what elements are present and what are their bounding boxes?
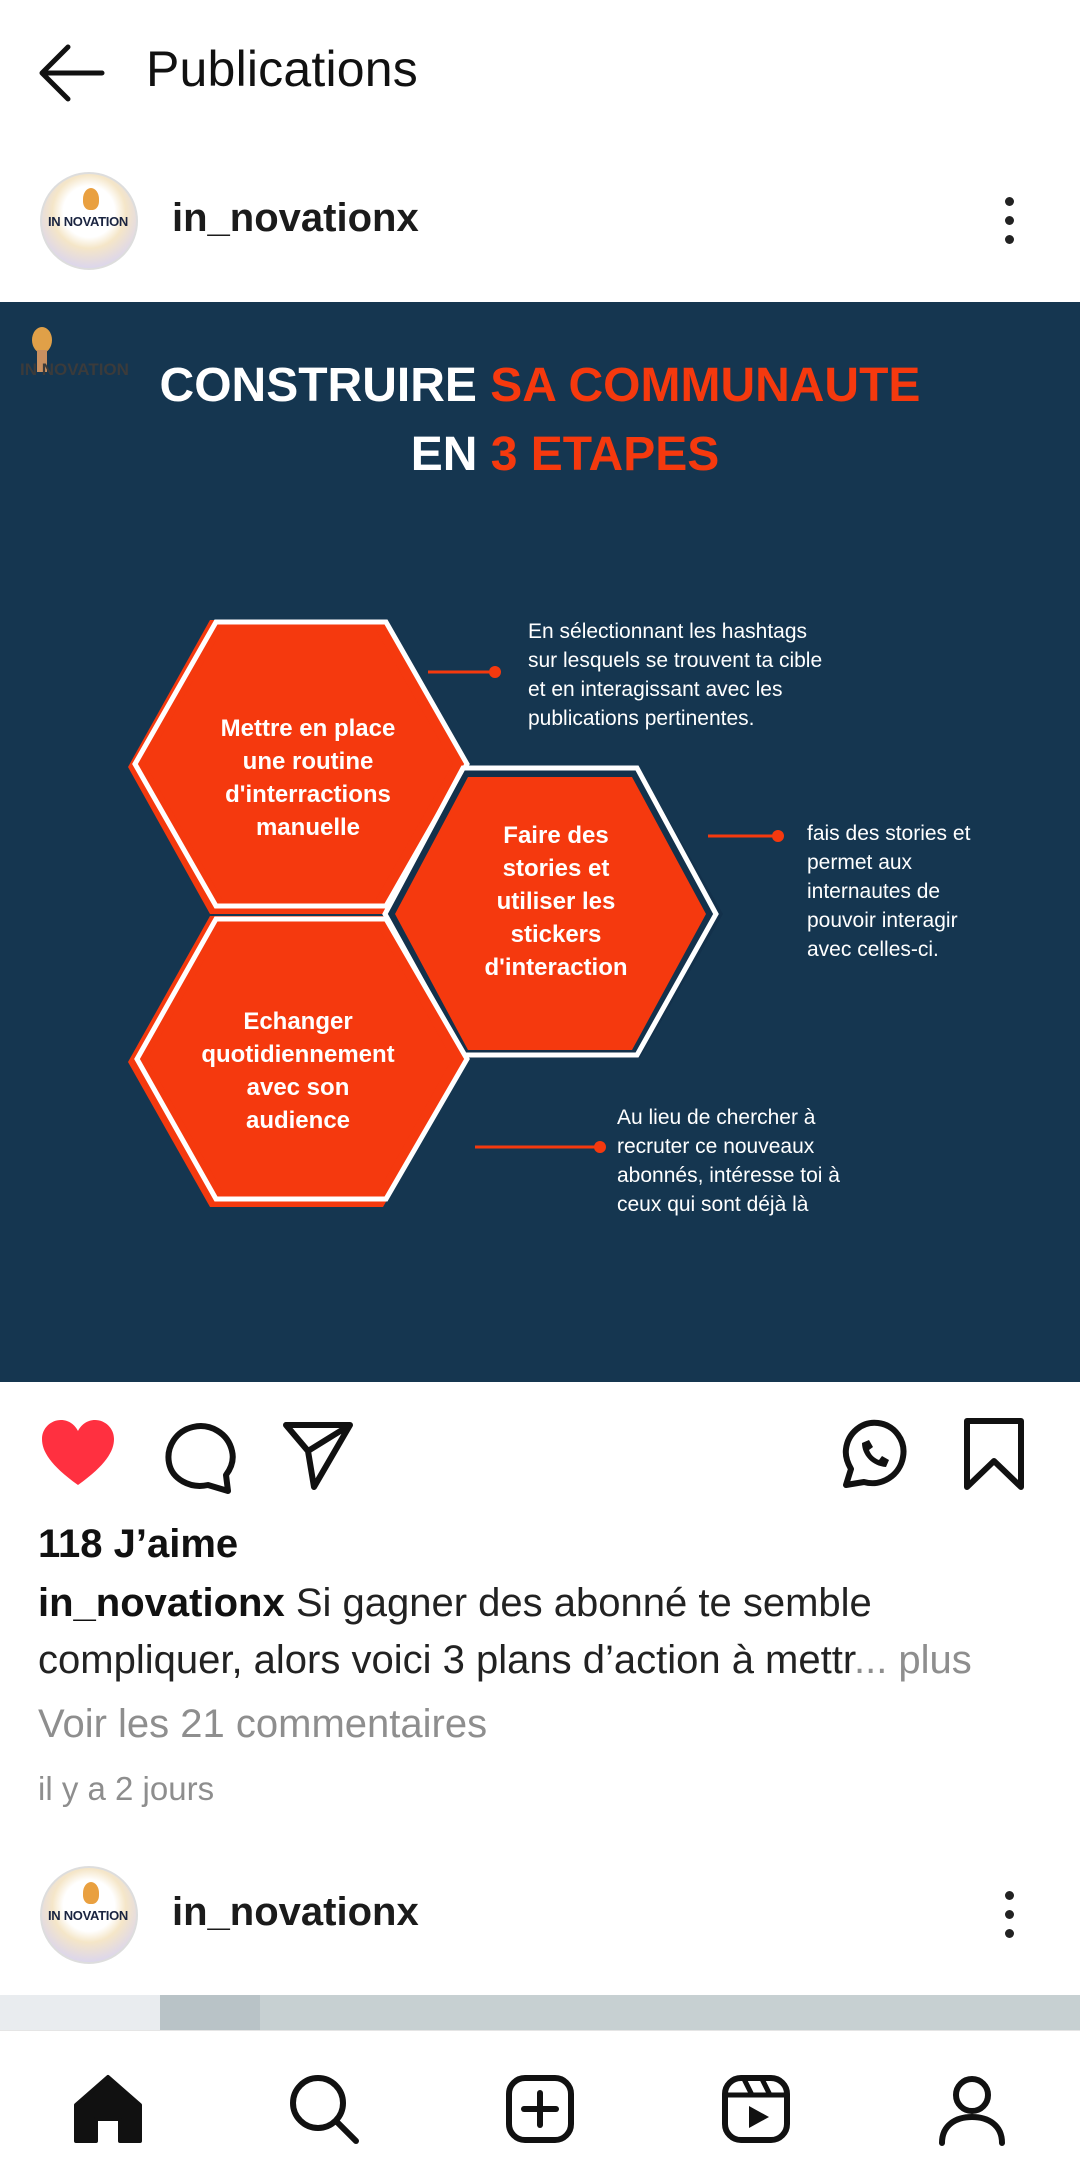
note-2-text bbox=[807, 822, 971, 961]
comment-bubble-icon[interactable] bbox=[158, 1415, 238, 1495]
post-username-2[interactable]: in_novationx bbox=[172, 1890, 419, 1934]
hex1-line: Mettre en place bbox=[220, 715, 396, 742]
caption bbox=[38, 1575, 1048, 1689]
view-comments-link[interactable]: Voir les 21 commentaires bbox=[38, 1702, 488, 1746]
note2-line: internautes de bbox=[807, 880, 941, 903]
note2-line: fais des stories et bbox=[807, 822, 971, 845]
like-heart-icon[interactable] bbox=[38, 1415, 118, 1495]
note3-line: ceux qui sont déjà là bbox=[617, 1193, 809, 1216]
bookmark-save-icon[interactable] bbox=[955, 1415, 1035, 1495]
caption-username[interactable]: in_novationx bbox=[38, 1581, 285, 1625]
note3-line: Au lieu de chercher à bbox=[617, 1106, 816, 1129]
hex1-line: d'interractions bbox=[225, 781, 391, 808]
more-options-icon[interactable] bbox=[990, 1885, 1030, 1945]
brand-logo bbox=[20, 327, 129, 379]
note1-line: publications pertinentes. bbox=[528, 707, 755, 730]
post-timestamp: il y a 2 jours bbox=[38, 1770, 215, 1807]
whatsapp-icon[interactable] bbox=[834, 1415, 914, 1495]
note-1-text bbox=[528, 620, 822, 730]
more-options-icon[interactable] bbox=[990, 191, 1030, 251]
page-title: Publications bbox=[146, 41, 419, 97]
note1-line: sur lesquels se trouvent ta cible bbox=[528, 649, 823, 672]
top-bar bbox=[0, 0, 1080, 145]
brand-mark-text: IN NOVATION bbox=[20, 360, 129, 379]
note2-line: avec celles-ci. bbox=[807, 938, 939, 961]
avatar-logo-text: IN NOVATION bbox=[48, 214, 128, 229]
reels-icon[interactable] bbox=[716, 2069, 796, 2149]
share-send-icon[interactable] bbox=[278, 1415, 358, 1495]
bottom-navigation bbox=[0, 2030, 1080, 2176]
profile-icon[interactable] bbox=[932, 2069, 1012, 2149]
headline-line1: CONSTRUIRE SA COMMUNAUTE bbox=[159, 359, 921, 412]
note2-line: permet aux bbox=[807, 851, 913, 874]
note2-line: pouvoir interagir bbox=[807, 909, 958, 932]
post-header-2 bbox=[0, 1840, 1080, 1990]
hex3-line: quotidiennement bbox=[201, 1041, 395, 1068]
bulb-logo-icon bbox=[83, 188, 99, 210]
hex2-line: d'interaction bbox=[484, 954, 628, 981]
avatar-2[interactable] bbox=[40, 1866, 138, 1964]
home-icon[interactable] bbox=[68, 2069, 148, 2149]
hex2-line: Faire des bbox=[503, 822, 609, 849]
back-arrow-icon[interactable] bbox=[36, 38, 108, 108]
bulb-logo-icon bbox=[83, 1882, 99, 1904]
hex2-line: stories et bbox=[502, 855, 610, 882]
note1-line: et en interagissant avec les bbox=[528, 678, 783, 701]
headline-line2: EN 3 ETAPES bbox=[410, 428, 720, 481]
hex2-line: stickers bbox=[510, 921, 602, 948]
avatar[interactable] bbox=[40, 172, 138, 270]
avatar-logo-text: IN NOVATION bbox=[48, 1908, 128, 1923]
hex3-line: audience bbox=[245, 1107, 351, 1134]
post-actions bbox=[0, 1415, 1080, 1495]
note1-line: En sélectionnant les hashtags bbox=[528, 620, 808, 643]
note-3-text bbox=[617, 1106, 840, 1216]
hex2-line: utiliser les bbox=[496, 888, 616, 915]
note3-line: recruter ce nouveaux bbox=[617, 1135, 815, 1158]
likes-count[interactable]: 118 J’aime bbox=[38, 1522, 239, 1566]
hexagon-2-text bbox=[484, 822, 627, 981]
create-plus-icon[interactable] bbox=[500, 2069, 580, 2149]
note3-line: abonnés, intéresse toi à bbox=[617, 1164, 840, 1187]
infographic bbox=[0, 302, 1080, 1382]
caption-more-link[interactable]: ... plus bbox=[853, 1638, 972, 1682]
post-image[interactable] bbox=[0, 302, 1080, 1382]
caption-text: Si gagner des abonné te semble compliquer, alors voici 3 plans d’action à mettr bbox=[38, 1581, 872, 1682]
post-username[interactable]: in_novationx bbox=[172, 196, 419, 240]
post-header bbox=[0, 146, 1080, 296]
hex1-line: une routine bbox=[242, 748, 374, 775]
hex3-line: Echanger bbox=[243, 1008, 353, 1035]
search-icon[interactable] bbox=[284, 2069, 364, 2149]
post-2-image-preview[interactable] bbox=[0, 1995, 1080, 2035]
hex1-line: manuelle bbox=[255, 814, 361, 841]
hex3-line: avec son bbox=[246, 1074, 350, 1101]
